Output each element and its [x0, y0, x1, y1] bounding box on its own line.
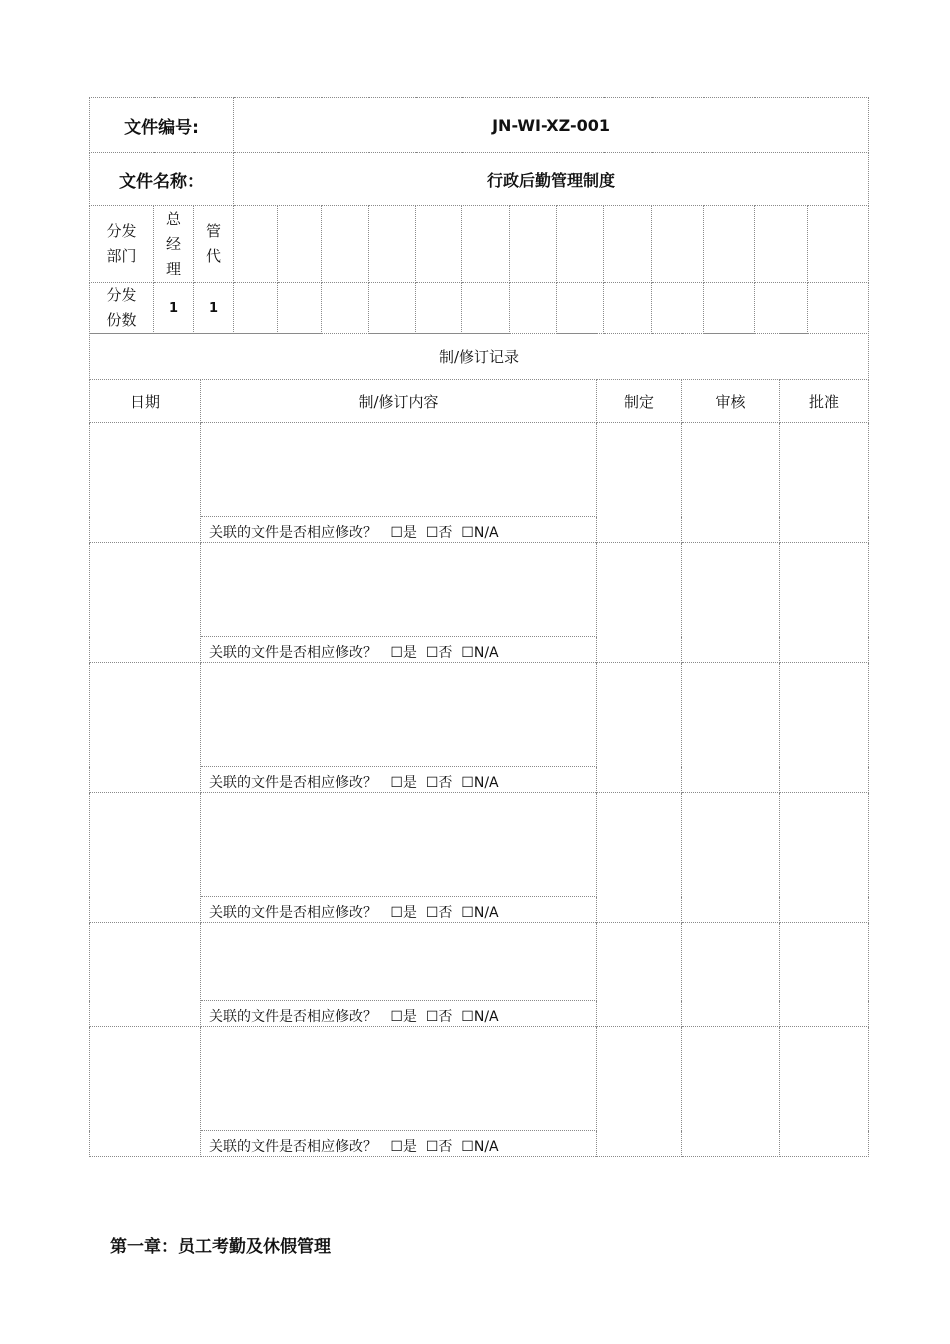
record-content-cell[interactable] [201, 923, 597, 1001]
record-made-by-cell[interactable] [597, 423, 682, 543]
checkbox-na[interactable]: ☐N/A [461, 1139, 499, 1155]
dist-dept-cell[interactable] [416, 206, 462, 283]
record-made-by-cell[interactable] [597, 543, 682, 663]
dist-count-cell[interactable] [808, 283, 869, 334]
doc-number-label: 文件编号: [90, 98, 234, 153]
record-made-by-cell[interactable] [597, 923, 682, 1027]
record-date-cell[interactable] [90, 923, 201, 1027]
col-header-made-by: 制定 [597, 380, 682, 423]
dist-count-cell[interactable] [604, 283, 652, 334]
related-docs-question-row [201, 637, 597, 663]
dist-dept-cell[interactable] [278, 206, 322, 283]
dist-count-cell[interactable] [416, 283, 462, 334]
col-header-reviewed-by: 审核 [682, 380, 780, 423]
checkbox-na[interactable]: ☐N/A [461, 645, 499, 661]
record-date-cell[interactable] [90, 793, 201, 923]
dist-count-cell[interactable] [369, 283, 416, 334]
dist-dept-cell[interactable] [234, 206, 278, 283]
record-made-by-cell[interactable] [597, 1027, 682, 1157]
record-approved-by-cell[interactable] [780, 793, 869, 923]
dist-dept-label: 分发部门 [90, 206, 154, 283]
dist-count-cell[interactable] [510, 283, 557, 334]
checkbox-yes[interactable]: ☐是 [390, 645, 417, 661]
record-reviewed-by-cell[interactable] [682, 793, 780, 923]
record-reviewed-by-cell[interactable] [682, 543, 780, 663]
related-docs-question-row [201, 1131, 597, 1157]
record-made-by-cell[interactable] [597, 793, 682, 923]
doc-name-label: 文件名称： [90, 153, 234, 206]
related-docs-question: 关联的文件是否相应修改？ [209, 525, 377, 541]
related-docs-question-row [201, 1001, 597, 1027]
record-content-cell[interactable] [201, 663, 597, 767]
revision-table [89, 333, 869, 1157]
checkbox-no[interactable]: ☐否 [425, 1139, 453, 1155]
col-header-date: 日期 [90, 380, 201, 423]
dist-count-cell[interactable] [704, 283, 755, 334]
dist-count-cell[interactable] [557, 283, 604, 334]
dist-count-cell[interactable] [462, 283, 510, 334]
checkbox-no[interactable]: ☐否 [425, 775, 453, 791]
dist-count-cell[interactable] [278, 283, 322, 334]
related-docs-question-row [201, 767, 597, 793]
dist-dept-cell[interactable] [808, 206, 869, 283]
dist-dept-cell[interactable] [462, 206, 510, 283]
dist-count-mgmt-rep: 1 [194, 283, 234, 334]
doc-number-value: JN-WI-XZ-001 [234, 98, 869, 153]
checkbox-na[interactable]: ☐N/A [461, 1009, 499, 1025]
record-content-cell[interactable] [201, 543, 597, 637]
record-reviewed-by-cell[interactable] [682, 663, 780, 793]
related-docs-question-row [201, 517, 597, 543]
checkbox-yes[interactable]: ☐是 [390, 1009, 417, 1025]
record-reviewed-by-cell[interactable] [682, 423, 780, 543]
checkbox-na[interactable]: ☐N/A [461, 775, 499, 791]
related-docs-question: 关联的文件是否相应修改？ [209, 905, 377, 921]
checkbox-yes[interactable]: ☐是 [390, 905, 417, 921]
record-content-cell[interactable] [201, 1027, 597, 1131]
checkbox-yes[interactable]: ☐是 [390, 1139, 417, 1155]
chapter-title: 第一章：员工考勤及休假管理 [110, 1237, 331, 1257]
revision-section-title: 制/修订记录 [90, 334, 869, 380]
dist-count-cell[interactable] [652, 283, 704, 334]
record-date-cell[interactable] [90, 663, 201, 793]
dist-dept-mgmt-rep: 管代 [194, 206, 234, 283]
record-reviewed-by-cell[interactable] [682, 1027, 780, 1157]
checkbox-na[interactable]: ☐N/A [461, 905, 499, 921]
record-content-cell[interactable] [201, 423, 597, 517]
checkbox-yes[interactable]: ☐是 [390, 525, 417, 541]
related-docs-question: 关联的文件是否相应修改？ [209, 645, 377, 661]
dist-dept-cell[interactable] [755, 206, 808, 283]
record-approved-by-cell[interactable] [780, 1027, 869, 1157]
record-reviewed-by-cell[interactable] [682, 923, 780, 1027]
dist-dept-cell[interactable] [652, 206, 704, 283]
dist-dept-general-manager: 总经理 [154, 206, 194, 283]
record-date-cell[interactable] [90, 423, 201, 543]
checkbox-no[interactable]: ☐否 [425, 525, 453, 541]
checkbox-no[interactable]: ☐否 [425, 1009, 453, 1025]
dist-dept-cell[interactable] [557, 206, 604, 283]
doc-name-value: 行政后勤管理制度 [234, 153, 869, 206]
related-docs-question: 关联的文件是否相应修改？ [209, 1139, 377, 1155]
dist-dept-cell[interactable] [604, 206, 652, 283]
record-approved-by-cell[interactable] [780, 663, 869, 793]
record-approved-by-cell[interactable] [780, 923, 869, 1027]
dist-count-label: 分发份数 [90, 283, 154, 334]
dist-dept-cell[interactable] [322, 206, 369, 283]
col-header-approved-by: 批准 [780, 380, 869, 423]
record-content-cell[interactable] [201, 793, 597, 897]
dist-count-cell[interactable] [755, 283, 808, 334]
record-made-by-cell[interactable] [597, 663, 682, 793]
record-approved-by-cell[interactable] [780, 543, 869, 663]
record-approved-by-cell[interactable] [780, 423, 869, 543]
dist-dept-cell[interactable] [704, 206, 755, 283]
record-date-cell[interactable] [90, 1027, 201, 1157]
checkbox-yes[interactable]: ☐是 [390, 775, 417, 791]
document-control-form [89, 97, 868, 1157]
related-docs-question: 关联的文件是否相应修改？ [209, 1009, 377, 1025]
checkbox-na[interactable]: ☐N/A [461, 525, 499, 541]
related-docs-question: 关联的文件是否相应修改？ [209, 775, 377, 791]
dist-dept-cell[interactable] [369, 206, 416, 283]
related-docs-question-row [201, 897, 597, 923]
dist-count-general-manager: 1 [154, 283, 194, 334]
checkbox-no[interactable]: ☐否 [425, 905, 453, 921]
dist-dept-cell[interactable] [510, 206, 557, 283]
col-header-content: 制/修订内容 [201, 380, 597, 423]
dist-count-cell[interactable] [322, 283, 369, 334]
record-date-cell[interactable] [90, 543, 201, 663]
checkbox-no[interactable]: ☐否 [425, 645, 453, 661]
dist-count-cell[interactable] [234, 283, 278, 334]
header-table [89, 97, 869, 334]
